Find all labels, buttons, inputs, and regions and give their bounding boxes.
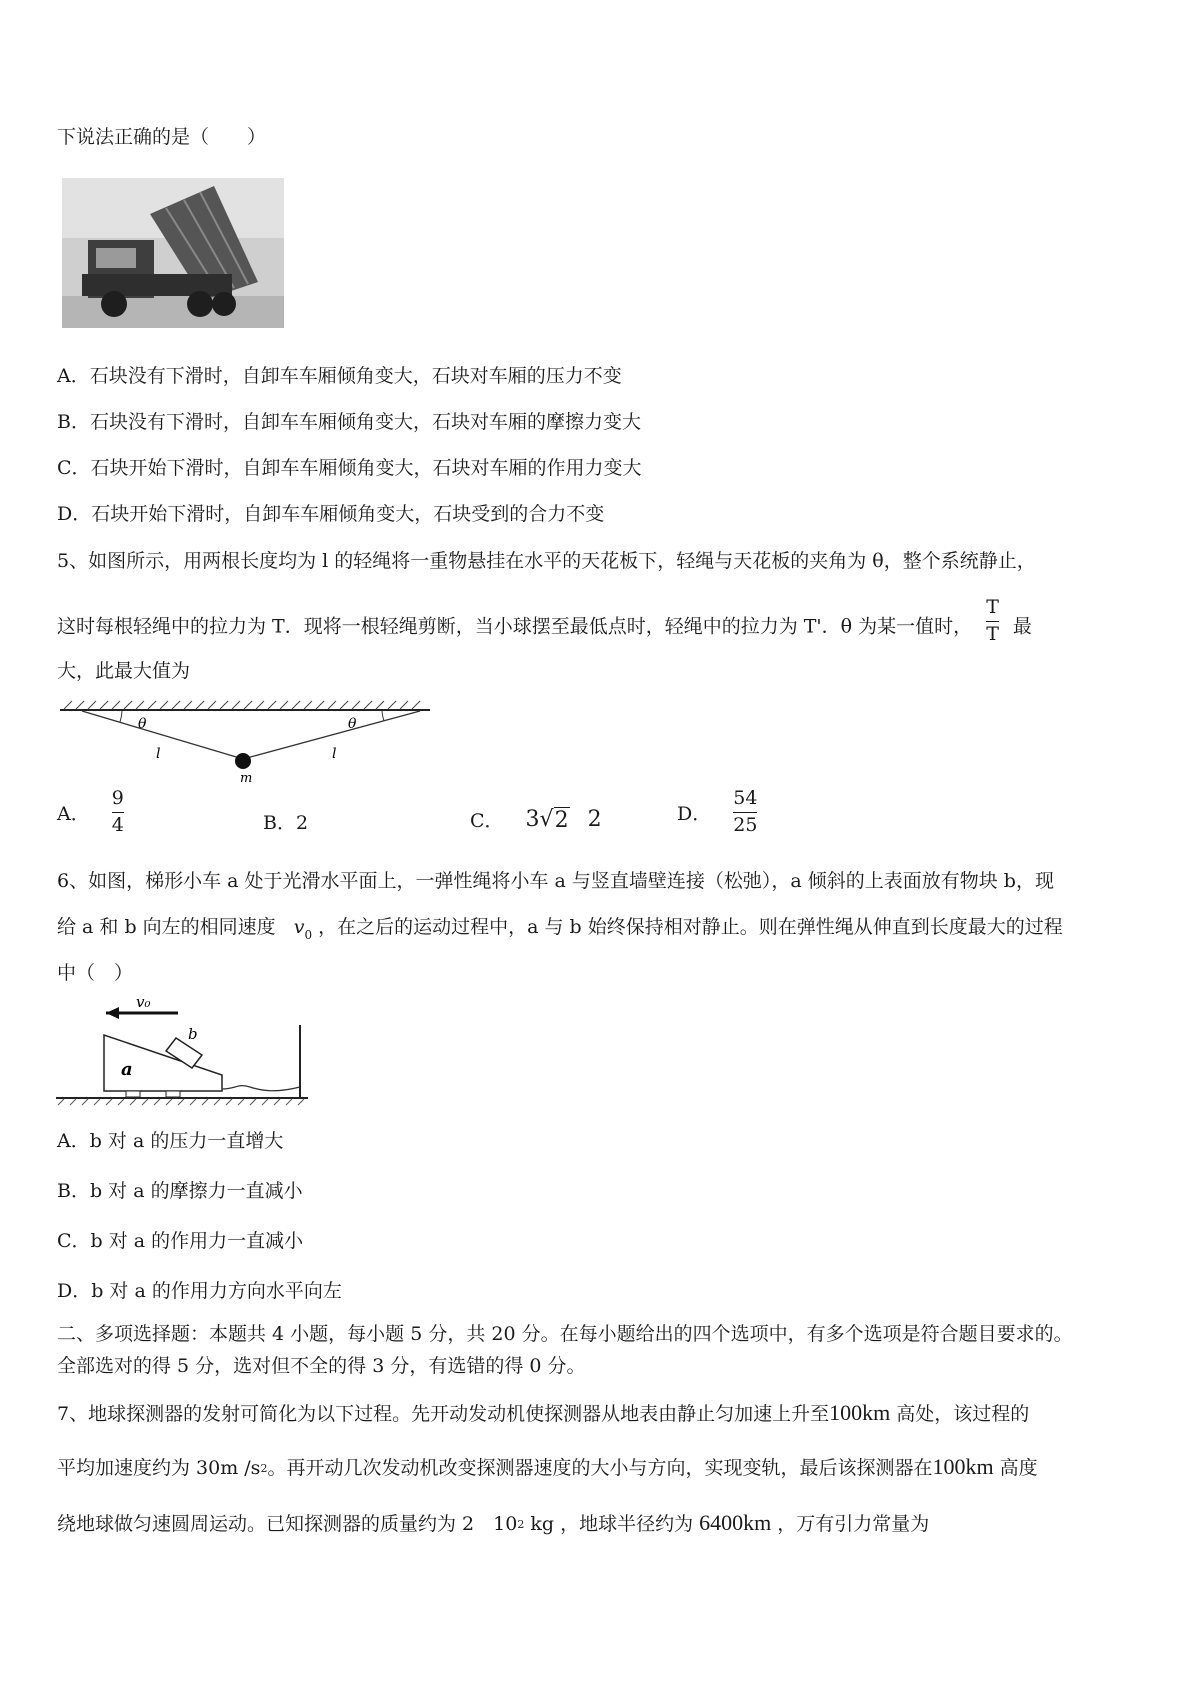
q6-line-2 bbox=[57, 916, 1063, 942]
q5-option-c-radicand: 2 bbox=[554, 807, 569, 833]
velocity-arrowhead bbox=[106, 1007, 119, 1019]
cart-wheel-right bbox=[166, 1091, 180, 1097]
q6-line-2-post: ，在之后的运动过程中，a 与 b 始终保持相对静止。则在弹性绳从伸直到长度最大的过程 bbox=[318, 916, 1063, 938]
q6-option-d: D．b 对 a 的作用力方向水平向左 bbox=[57, 1280, 342, 1302]
q6-option-a: A．b 对 a 的压力一直增大 bbox=[57, 1130, 284, 1152]
q5-option-d-numerator: 54 bbox=[733, 787, 758, 809]
left-angle-arc bbox=[120, 711, 122, 722]
hanging-mass bbox=[235, 753, 251, 769]
q4-option-d: D．石块开始下滑时，自卸车车厢倾角变大，石块受到的合力不变 bbox=[57, 503, 605, 525]
radical-sign: √ bbox=[539, 807, 554, 832]
q5-line-2 bbox=[57, 596, 1032, 652]
q7-line-2-pre: 平均加速度约为 30m /s bbox=[57, 1457, 261, 1479]
q6-velocity-subscript: 0 bbox=[304, 928, 313, 942]
q7-earth-radius: 6400km bbox=[699, 1510, 772, 1535]
q5-pendulum-figure bbox=[60, 700, 430, 782]
q5-ratio-fraction bbox=[986, 597, 999, 646]
q5-line-3: 大，此最大值为 bbox=[57, 660, 191, 682]
q5-option-d bbox=[677, 788, 757, 837]
length-label-right: l bbox=[332, 746, 337, 762]
q5-option-d-label: D． bbox=[677, 802, 712, 825]
q5-option-b bbox=[263, 808, 308, 835]
q4-option-a: A．石块没有下滑时，自卸车车厢倾角变大，石块对车厢的压力不变 bbox=[57, 365, 622, 387]
section-2-line-1: 二、多项选择题：本题共 4 小题，每小题 5 分，共 20 分。在每小题给出的四个选项中，有多个选项是符合题目要求的。 bbox=[57, 1323, 1073, 1345]
q7-acc-exponent: 2 bbox=[260, 1462, 268, 1475]
v0-label: v₀ bbox=[136, 995, 151, 1011]
section-2-line-2: 全部选对的得 5 分，选对但不全的得 3 分，有选错的得 0 分。 bbox=[57, 1355, 586, 1377]
left-rope bbox=[82, 711, 243, 759]
q5-option-d-denominator: 25 bbox=[733, 813, 758, 836]
q4-option-c: C．石块开始下滑时，自卸车车厢倾角变大，石块对车厢的作用力变大 bbox=[57, 457, 642, 479]
q5-ratio-denominator: T bbox=[986, 622, 999, 645]
mass-label: m bbox=[240, 771, 253, 782]
q5-option-c-coefficient: 3 bbox=[525, 807, 540, 832]
q7-line-2-post: 高度 bbox=[993, 1457, 1038, 1479]
dump-truck-illustration bbox=[62, 178, 284, 328]
q7-line-2 bbox=[57, 1454, 1038, 1480]
q6-velocity-symbol: v bbox=[293, 916, 305, 938]
ceiling-hatching bbox=[60, 701, 430, 710]
q5-option-d-fraction bbox=[733, 788, 757, 837]
q5-line-2-text: 这时每根轻绳中的拉力为 T．现将一根轻绳剪断，当小球摆至最低点时，轻绳中的拉力为 T'．θ 为某一值时， bbox=[57, 615, 973, 638]
q7-height-2: 100km bbox=[932, 1454, 994, 1479]
block-b-label: b bbox=[188, 1025, 198, 1043]
q5-option-b-label: B．2 bbox=[263, 812, 309, 834]
q7-line-3-pre: 绕地球做匀速圆周运动。已知探测器的质量约为 2 10 bbox=[57, 1513, 518, 1535]
q6-option-c: C．b 对 a 的作用力一直减小 bbox=[57, 1230, 304, 1252]
q5-option-a-numerator: 9 bbox=[111, 787, 124, 809]
q5-option-a-fraction bbox=[112, 788, 124, 837]
q4-stem-end: 下说法正确的是（ ） bbox=[57, 126, 267, 148]
cart-wheel-left bbox=[126, 1091, 140, 1097]
q5-ratio-numerator: T bbox=[986, 596, 999, 618]
q5-option-a-label: A． bbox=[57, 802, 90, 825]
theta-label-right: θ bbox=[348, 716, 357, 732]
q7-line-3-post: ，万有引力常量为 bbox=[771, 1513, 930, 1535]
q7-line-1-pre: 7、地球探测器的发射可简化为以下过程。先开动发动机使探测器从地表由静止匀加速上升至 bbox=[57, 1403, 830, 1425]
q5-option-c-label: C． bbox=[470, 810, 504, 832]
q7-height-1: 100km bbox=[829, 1400, 891, 1425]
q5-option-a-denominator: 4 bbox=[111, 813, 124, 836]
q5-option-c-expression bbox=[526, 807, 602, 833]
ground-hatching bbox=[58, 1099, 304, 1105]
q7-line-3 bbox=[57, 1510, 929, 1536]
q5-line-2-end: 最 bbox=[1012, 615, 1032, 638]
theta-label-left: θ bbox=[138, 716, 147, 732]
q7-line-3-mid: kg ，地球半径约为 bbox=[524, 1513, 700, 1535]
q7-mass-exponent: 2 bbox=[517, 1518, 525, 1531]
q7-line-2-mid: 。再开动几次发动机改变探测器速度的大小与方向，实现变轨，最后该探测器在 bbox=[267, 1457, 933, 1479]
q5-option-a bbox=[57, 788, 124, 837]
q6-line-2-pre: 给 a 和 b 向左的相同速度 bbox=[57, 916, 276, 938]
cart-a-label: a bbox=[121, 1059, 133, 1080]
q6-option-b: B．b 对 a 的摩擦力一直减小 bbox=[57, 1180, 303, 1202]
q7-line-1 bbox=[57, 1400, 1029, 1426]
q6-line-1: 6、如图，梯形小车 a 处于光滑水平面上，一弹性绳将小车 a 与竖直墙壁连接（松弛），a 倾斜的上表面放有物块 b，现 bbox=[57, 870, 1054, 892]
length-label-left: l bbox=[156, 746, 161, 762]
dump-truck-photo bbox=[62, 178, 284, 328]
q5-line-1: 5、如图所示，用两根长度均为 l 的轻绳将一重物悬挂在水平的天花板下，轻绳与天花板的夹角为 θ，整个系统静止， bbox=[57, 550, 1036, 572]
q6-line-3: 中（ ） bbox=[57, 962, 134, 984]
q5-option-c-subtrahend: 2 bbox=[587, 807, 602, 832]
right-angle-arc bbox=[382, 711, 384, 721]
q4-option-b: B．石块没有下滑时，自卸车车厢倾角变大，石块对车厢的摩擦力变大 bbox=[57, 411, 641, 433]
elastic-rope bbox=[222, 1086, 300, 1091]
q7-line-1-post: 高处，该过程的 bbox=[890, 1403, 1030, 1425]
q5-option-c bbox=[470, 806, 602, 833]
q6-cart-figure bbox=[56, 995, 311, 1107]
